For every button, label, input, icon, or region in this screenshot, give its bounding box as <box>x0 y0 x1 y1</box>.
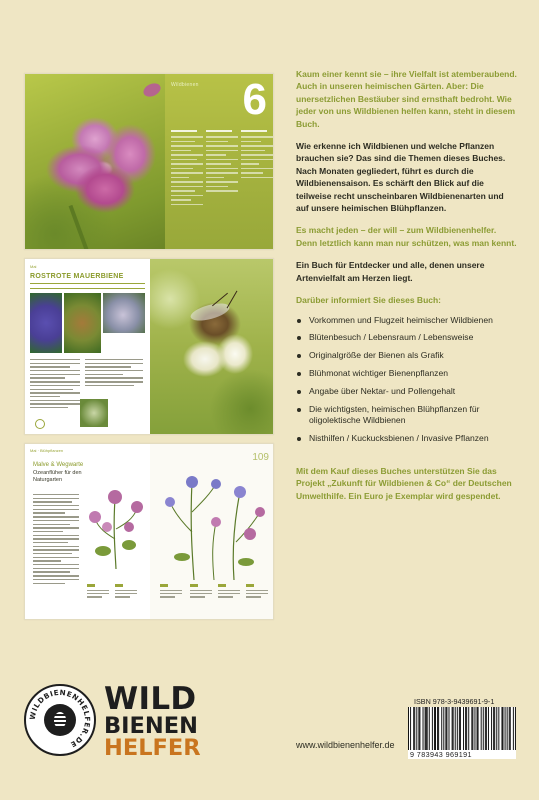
page-header: Mai <box>30 264 37 269</box>
question-paragraph: Wie erkenne ich Wildbienen und welche Pflanzen brauchen sie? Das sind die Themen dieses Buches. Nach Monaten gegliedert, führt es durch die Wildbienensaison. Es schärft den Blick auf die teilweise recht unscheinbaren Wildbienenarten und auf unsere heimischen Blühpflanzen. <box>296 141 506 214</box>
preview-spread-chapter-6 <box>24 73 274 250</box>
feature-list-item: Nisthilfen / Kuckucksbienen / Invasive Pflanzen <box>296 433 518 445</box>
intro-paragraph: Kaum einer kennt sie – ihre Vielfalt ist atemberaubend. Auch in unseren heimischen Gärten. Aber: Die unersetzlichen Bestäuber sind ernsthaft bedroht. Wie jeder von uns Wildbienen helfen kann, steht in diesem Buch. <box>296 69 517 129</box>
website-url: www.wildbienenhelfer.de <box>296 740 395 750</box>
motto-paragraph: Es macht jeden – der will – zum Wildbienenhelfer. Denn letztlich kann man nur schützen, was man kennt. <box>296 225 517 248</box>
logo-word-wild: WILD <box>104 681 197 717</box>
contents-column-1 <box>171 130 203 208</box>
list-heading: Darüber informiert Sie dieses Buch: <box>296 295 442 306</box>
bee-macro-photo <box>150 259 274 435</box>
plant-fact-box <box>87 584 109 612</box>
plant-page-left <box>25 444 150 620</box>
contents-column-2 <box>206 130 238 195</box>
barcode-digits: 9 783943 969191 <box>408 750 516 759</box>
logo-word-helfer: HELFER <box>104 735 201 762</box>
contents-column-3 <box>241 130 273 181</box>
chapter-panel <box>165 74 274 250</box>
blurb-text-column <box>296 68 518 451</box>
plant-title: Malve & Wegwarte <box>33 462 84 468</box>
mallow-illustration <box>85 479 147 569</box>
logo-word-bienen: BIENEN <box>104 712 198 739</box>
preview-spread-bee-portrait <box>24 258 274 435</box>
bee-portrait-page <box>25 259 150 435</box>
page-header: Mai · Blühpflanzen <box>30 448 64 453</box>
feature-list-item: Blütenbesuch / Lebensraum / Lebensweise <box>296 332 518 344</box>
feature-list-item: Die wichtigsten, heimischen Blühpflanzen für oligolektische Wildbienen <box>296 404 518 427</box>
preview-spread-plant-illustrations <box>24 443 274 620</box>
bee-on-flower-photo <box>30 293 62 353</box>
seal-center <box>44 704 76 736</box>
plant-fact-box <box>246 584 268 612</box>
plant-subtitle: Ozeanflüher für den Naturgarten <box>33 470 82 483</box>
support-paragraph: Mit dem Kauf dieses Buches unterstützen Sie das Projekt „Zukunft für Wildbienen & Co“ der Deutschen Umwelthilfe. Ein Euro je Exemplar wird gespendet. <box>296 466 512 501</box>
wildbienenhelfer-seal-logo <box>24 684 96 756</box>
plant-fact-box <box>115 584 137 612</box>
feature-list-item: Angabe über Nektar- und Pollengehalt <box>296 386 518 398</box>
bee-size-icon <box>35 419 45 429</box>
isbn-number: ISBN 978-3-9439691-9-1 <box>414 697 495 706</box>
flower-stem <box>69 205 90 250</box>
bee-icon <box>54 712 66 728</box>
audience-paragraph: Ein Buch für Entdecker und alle, denen unsere Artenvielfalt am Herzen liegt. <box>296 260 485 283</box>
species-meta-bar <box>30 283 145 289</box>
wildbienenhelfer-wordmark <box>104 681 201 762</box>
flower-bud <box>141 81 162 99</box>
plant-fact-box <box>218 584 240 612</box>
species-text-column <box>30 359 80 411</box>
bee-on-leaf-photo <box>64 293 101 353</box>
nest-thumbnail-photo <box>80 399 108 427</box>
plant-text-column <box>33 494 79 586</box>
chapter-section-label: Wildbienen <box>171 82 199 88</box>
bee-wing <box>189 300 231 324</box>
chicory-illustration <box>154 462 272 580</box>
page-number: 109 <box>252 452 269 463</box>
plant-fact-box <box>160 584 182 612</box>
flower-photo <box>25 74 165 250</box>
species-text-column-2 <box>85 359 143 389</box>
plant-fact-box <box>190 584 212 612</box>
feature-list <box>296 315 518 445</box>
svg-text:WILDBIENENHELFER.DE: WILDBIENENHELFER.DE <box>27 687 93 750</box>
feature-list-item: Originalgröße der Bienen als Grafik <box>296 350 518 362</box>
species-title: ROSTROTE MAUERBIENE <box>30 273 124 280</box>
feature-list-item: Blühmonat wichtiger Bienenpflanzen <box>296 368 518 380</box>
bee-closeup-photo <box>103 293 145 333</box>
plant-page-right <box>150 444 274 620</box>
chapter-contents-table <box>171 130 271 248</box>
chapter-number: 6 <box>242 75 267 124</box>
feature-list-item: Vorkommen und Flugzeit heimischer Wildbienen <box>296 315 518 327</box>
